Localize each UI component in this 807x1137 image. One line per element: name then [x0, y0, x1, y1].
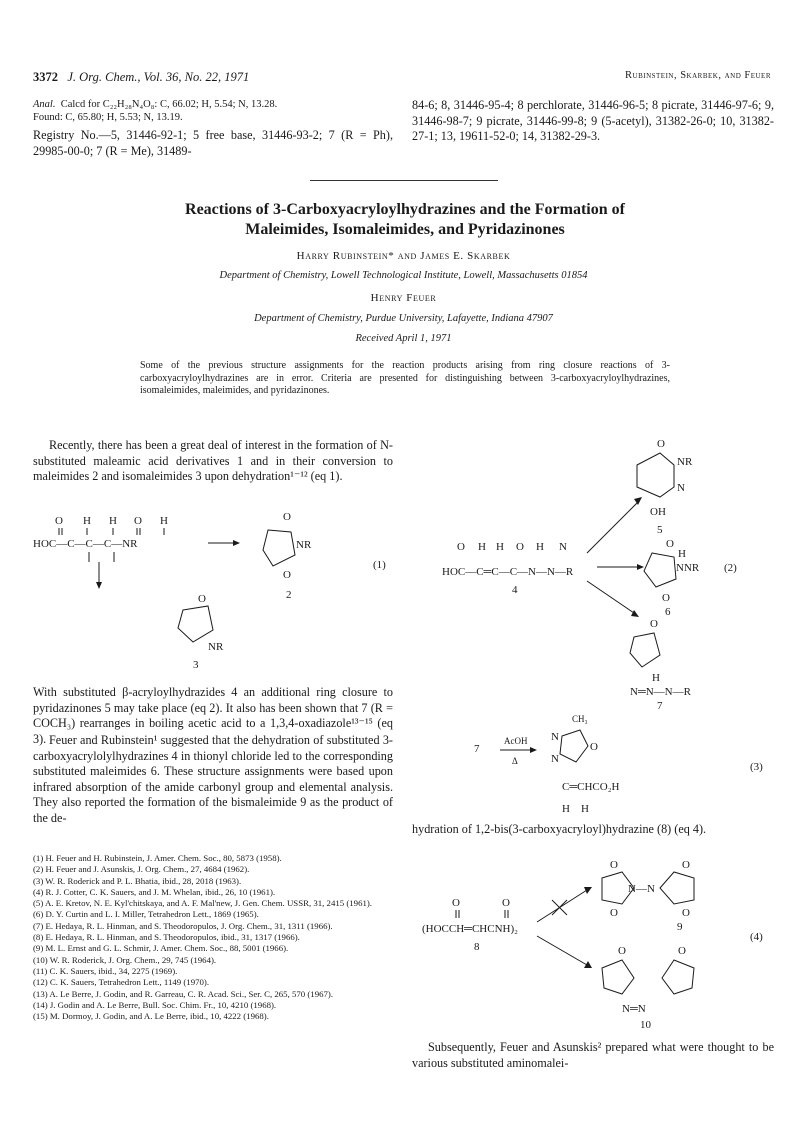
compound-9-label: 9 — [677, 921, 683, 933]
equation-1-number: (1) — [373, 559, 386, 571]
received-date: Received April 1, 1971 — [355, 333, 452, 344]
compound-5-label: 5 — [657, 524, 663, 536]
equation-2-number: (2) — [724, 562, 737, 574]
running-authors: Rubinstein, Skarbek, and Feuer — [625, 70, 771, 81]
svg-text:O: O — [657, 438, 665, 450]
svg-text:O: O — [134, 515, 142, 527]
equation-4-scheme — [412, 860, 782, 1035]
reference-item: (1) H. Feuer and H. Rubinstein, J. Amer. Chem. Soc., 80, 5873 (1958). — [33, 853, 282, 863]
anal-found: Found: C, 65.80; H, 5.53; N, 13.19. — [33, 112, 183, 123]
svg-text:HOC—C═C—C—N—N—R: HOC—C═C—C—N—N—R — [442, 566, 574, 578]
paragraph-2: With substituted β-acryloylhydrazides 4 an additional ring closure to pyridazinones 5 may take place (eq 2). It also has been shown that 7 (R = COCH₃) rearranges in boiling acetic acid to a 1,3,4-oxadiazole¹³⁻¹⁵ (eq 3). — [33, 685, 393, 746]
svg-text:(HOCCH═CHCNH)₂: (HOCCH═CHCNH)₂ — [422, 923, 518, 935]
svg-text:NR: NR — [208, 641, 224, 653]
svg-text:N—N: N—N — [628, 883, 655, 895]
svg-text:H: H — [678, 548, 686, 560]
title-line-1: Reactions of 3-Carboxyacryloylhydrazines and the Formation of — [185, 201, 625, 218]
svg-text:O: O — [283, 569, 291, 581]
paragraph-3: Feuer and Rubinstein¹ suggested that the dehydration of substituted 3-carboxyacrylolylhydrazines 4 in thionyl chloride led to the corresponding substituted maleimides 6. These structure assignments were based upon infrared absorption of the amide carbonyl group and elemental analysis. They also reported the formation of the bismaleimide 9 as the product of the de- — [33, 733, 393, 825]
svg-text:H: H — [83, 515, 91, 527]
paragraph-5: Subsequently, Feuer and Asunskis² prepared what were thought to be various substituted aminomalei- — [412, 1040, 774, 1070]
svg-text:O: O — [682, 907, 690, 919]
svg-text:O: O — [55, 515, 63, 527]
analysis-block — [33, 98, 393, 124]
reference-item: (15) M. Dormoy, J. Godin, and A. Le Berre, ibid., 10, 4222 (1968). — [33, 1011, 269, 1022]
reference-item: (2) H. Feuer and J. Asunskis, J. Org. Chem., 27, 4684 (1962). — [33, 864, 250, 875]
svg-text:O: O — [678, 945, 686, 957]
title-line-2: Maleimides, Isomaleimides, and Pyridazinones — [245, 221, 565, 238]
reference-item: (8) E. Hedaya, R. L. Hinman, and S. Theodoropulos, ibid., 31, 1317 (1966). — [33, 932, 300, 943]
svg-text:O: O — [610, 860, 618, 871]
paragraph-1: Recently, there has been a great deal of interest in the formation of N-substituted maleamic acid derivatives 1 and in their conversion to maleimides 2 and isomaleimides 3 upon dehydration¹⁻¹² (eq 1). — [33, 438, 393, 484]
journal-citation: J. Org. Chem., Vol. 36, No. 22, 1971 — [67, 70, 250, 84]
equation-3-number: (3) — [750, 761, 763, 773]
svg-text:H: H — [536, 541, 544, 553]
reference-item: (3) W. R. Roderick and P. L. Bhatia, ibid., 28, 2018 (1963). — [33, 875, 242, 886]
svg-text:O: O — [502, 897, 510, 909]
svg-text:H: H — [652, 672, 660, 684]
abstract: Some of the previous structure assignments for the reaction products arising from ring closure reactions of 3-carboxyacryloylhydrazines are in error. Criteria are presented for distinguishing between 3-carboxyacryloylhydrazines, isomaleimides, maleimides, and pyridazinones. — [140, 360, 670, 396]
reference-item: (14) J. Godin and A. Le Berre, Bull. Soc. Chim. Fr., 10, 4210 (1968). — [33, 999, 277, 1010]
svg-text:O: O — [516, 541, 524, 553]
reference-item: (7) E. Hedaya, R. L. Hinman, and S. Theodoropulos, J. Org. Chem., 31, 1311 (1966). — [33, 920, 333, 931]
compound-4-label: 4 — [512, 584, 518, 596]
compound-7-ref: 7 — [474, 743, 480, 755]
compound-8-label: 8 — [474, 941, 480, 953]
affiliation-1: Department of Chemistry, Lowell Technological Institute, Lowell, Massachusetts 01854 — [219, 270, 588, 281]
svg-text:O: O — [590, 741, 598, 753]
equation-1-scheme — [33, 510, 393, 680]
equation-4-number: (4) — [750, 931, 763, 943]
svg-text:O: O — [666, 538, 674, 550]
compound-3-label: 3 — [193, 659, 199, 671]
svg-text:H: H — [109, 515, 117, 527]
equation-3-scheme — [412, 710, 782, 825]
svg-text:N═N: N═N — [622, 1003, 646, 1015]
svg-text:NR: NR — [677, 456, 693, 468]
reference-item: (9) M. L. Ernst and G. L. Schmir, J. Amer. Chem. Soc., 88, 5001 (1966). — [33, 943, 289, 954]
compound-10-label: 10 — [640, 1019, 651, 1031]
svg-text:O: O — [452, 897, 460, 909]
paragraph-4: hydration of 1,2-bis(3-carboxyacryloyl)hydrazine (8) (eq 4). — [412, 822, 707, 836]
svg-text:O: O — [682, 860, 690, 871]
affiliation-2: Department of Chemistry, Purdue University, Lafayette, Indiana 47907 — [254, 313, 553, 324]
svg-text:N: N — [551, 753, 559, 765]
svg-text:H: H — [496, 541, 504, 553]
svg-text:N: N — [559, 541, 567, 553]
article-title — [60, 200, 750, 240]
anal-label: Anal. — [33, 99, 56, 110]
svg-text:O: O — [650, 618, 658, 630]
anal-calcd: Calcd for C₂₂H₂₈N₄O₈: C, 66.02; H, 5.54; N, 13.28. — [60, 99, 278, 110]
page-header-left — [33, 70, 249, 85]
eq3-reagent: AcOH — [504, 736, 528, 746]
reference-item: (12) C. K. Sauers, Tetrahedron Lett., 1149 (1970). — [33, 977, 210, 988]
authors: Harry Rubinstein* and James E. Skarbek — [296, 250, 511, 262]
section-divider — [310, 180, 498, 181]
svg-text:H: H — [478, 541, 486, 553]
svg-text:O: O — [618, 945, 626, 957]
eq3-condition: Δ — [512, 756, 518, 766]
registry-left: Registry No.—5, 31446-92-1; 5 free base, 31446-93-2; 7 (R = Ph), 29985-00-0; 7 (R = Me), 31489- — [33, 128, 393, 158]
reference-item: (13) A. Le Berre, J. Godin, and R. Garreau, C. R. Acad. Sci., Ser. C, 265, 570 (1967). — [33, 988, 334, 999]
svg-text:N═N—N—R: N═N—N—R — [630, 686, 691, 698]
svg-text:O: O — [610, 907, 618, 919]
author-2: Henry Feuer — [370, 292, 437, 304]
svg-text:O: O — [662, 592, 670, 604]
reference-item: (10) W. R. Roderick, J. Org. Chem., 29, 745 (1964). — [33, 954, 217, 965]
svg-text:H H: H H — [562, 803, 589, 815]
svg-text:CH₃: CH₃ — [572, 714, 588, 724]
svg-text:N: N — [677, 482, 685, 494]
compound-2-label: 2 — [286, 589, 292, 601]
reference-item: (11) C. K. Sauers, ibid., 34, 2275 (1969). — [33, 965, 178, 976]
reference-item: (6) D. Y. Curtin and L. I. Miller, Tetrahedron Lett., 1869 (1965). — [33, 909, 259, 920]
svg-text:N: N — [551, 731, 559, 743]
svg-text:O: O — [198, 593, 206, 605]
page-number: 3372 — [33, 70, 58, 84]
reference-item: (5) A. E. Kretov, N. E. Kyl'chitskaya, and A. F. Mal'new, J. Gen. Chem. USSR, 31, 2415 (1961). — [33, 898, 372, 909]
svg-text:C═CHCO₂H: C═CHCO₂H — [562, 781, 620, 793]
compound-7-label: 7 — [657, 700, 663, 710]
compound-6-label: 6 — [665, 606, 671, 618]
svg-text:HOC—C—C—C—NR: HOC—C—C—C—NR — [33, 538, 138, 550]
equation-2-scheme — [412, 435, 782, 710]
references-list — [33, 853, 395, 1022]
svg-text:O: O — [283, 511, 291, 523]
svg-text:O: O — [457, 541, 465, 553]
svg-text:OH: OH — [650, 506, 666, 518]
svg-text:NNR: NNR — [676, 562, 700, 574]
svg-text:H: H — [160, 515, 168, 527]
svg-text:NR: NR — [296, 539, 312, 551]
reference-item: (4) R. J. Cotter, C. K. Sauers, and J. M. Whelan, ibid., 26, 10 (1961). — [33, 886, 276, 897]
registry-right: 84-6; 8, 31446-95-4; 8 perchlorate, 31446-96-5; 8 picrate, 31446-97-6; 9, 31446-98-7; 9 picrate, 31446-99-8; 9 (5-acetyl), 31382-26-0; 10, 31382-27-1; 13, 19611-52-0; 14, 31382-29-3. — [412, 98, 774, 144]
